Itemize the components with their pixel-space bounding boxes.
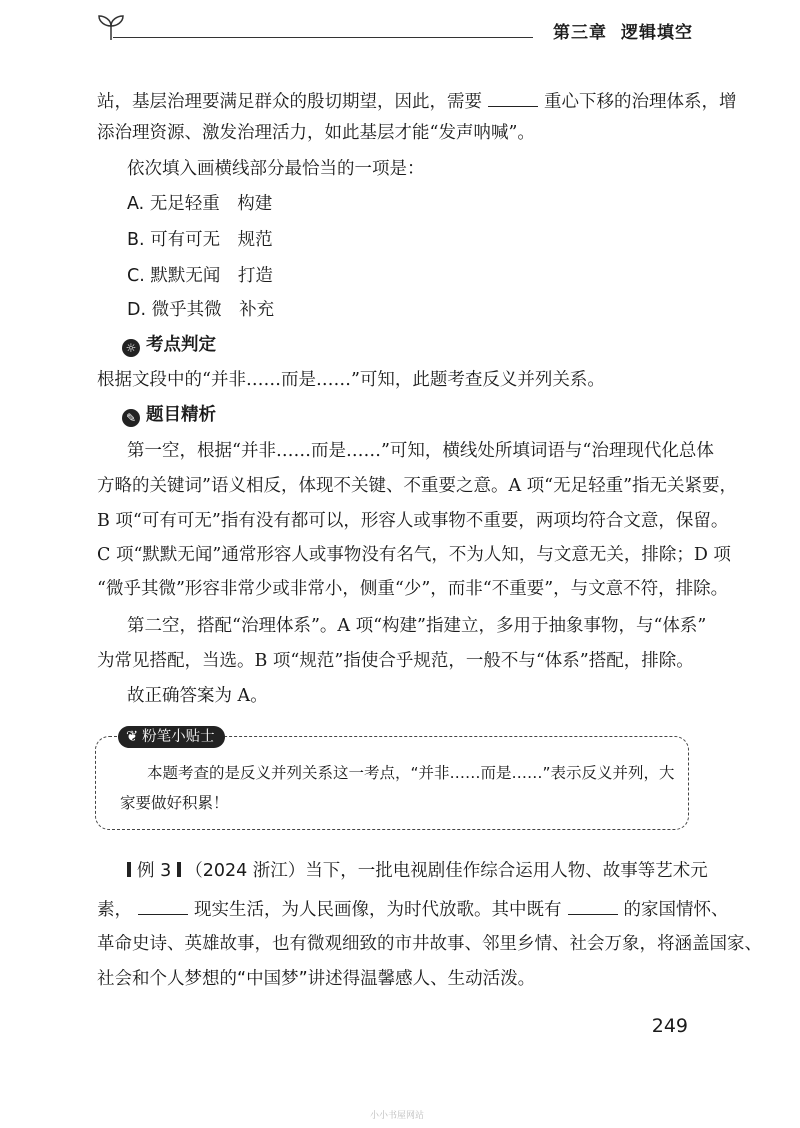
- option-a: [127, 192, 272, 216]
- example-3-line-4: 社会和个人梦想的“中国梦”讲述得温馨感人、生动活泼。: [97, 969, 536, 989]
- answer-line: 故正确答案为 A。: [127, 686, 268, 706]
- option-letter: A.: [127, 194, 145, 214]
- option-letter: C.: [127, 266, 145, 286]
- example-3-line-2: [97, 896, 729, 922]
- chapter-number: 第三章: [553, 23, 607, 43]
- analysis-line: “微乎其微”形容非常少或非常小，侧重“少”，而非“不重要”，与文意不符，排除。: [97, 579, 729, 599]
- option-text: 无足轻重 构建: [149, 194, 273, 214]
- example-3-line-3: 革命史诗、英雄故事，也有微观细致的市井故事、邻里乡情、社会万象，将涵盖国家、: [97, 934, 762, 954]
- example-text: 当下，一批电视剧佳作综合运用人物、故事等艺术元: [305, 861, 708, 881]
- kaodian-text: 根据文段中的“并非……而是……”可知，此题考查反义并列关系。: [97, 370, 605, 390]
- jingxi-heading: [122, 403, 216, 427]
- option-letter: B.: [127, 230, 145, 250]
- analysis-line: 第一空，根据“并非……而是……”可知，横线处所填词语与“治理现代化总体: [127, 441, 714, 461]
- leaf-icon: ❦: [126, 729, 139, 745]
- example-bar-right: [177, 862, 181, 877]
- question-prompt: 依次填入画横线部分最恰当的一项是：: [127, 159, 425, 179]
- option-b: [127, 228, 273, 252]
- option-text: 可有可无 规范: [150, 230, 273, 250]
- analysis-line: 第二空，搭配“治理体系”。A 项“构建”指建立，多用于抽象事物，与“体系”: [127, 616, 707, 636]
- analysis-line: B 项“可有可无”指有没有都可以，形容人或事物不重要，两项均符合文意，保留。: [97, 511, 729, 531]
- example-source: （2024 浙江）: [185, 861, 306, 881]
- example-label: 例 3: [137, 861, 172, 881]
- kaodian-heading: [122, 333, 216, 357]
- example-bar-left: [127, 862, 131, 877]
- chapter-name: 逻辑填空: [621, 23, 693, 43]
- pen-icon: ✎: [122, 409, 140, 427]
- passage-text: 站，基层治理要满足群众的殷切期望，因此，需要: [97, 92, 482, 112]
- option-letter: D.: [127, 300, 147, 320]
- analysis-line: C 项“默默无闻”通常形容人或事物没有名气，不为人知，与文意无关，排除；D 项: [97, 545, 731, 565]
- passage-line-1: [97, 88, 737, 114]
- jingxi-heading-text: 题目精析: [146, 405, 216, 425]
- option-text: 默默无闻 打造: [150, 266, 273, 286]
- option-text: 微乎其微 补充: [151, 300, 275, 320]
- option-c: [127, 264, 273, 288]
- tip-tag-text: 粉笔小贴士: [142, 729, 215, 745]
- header-rule: [113, 37, 533, 38]
- passage-text: 重心下移的治理体系，增: [544, 92, 737, 112]
- option-d: [127, 298, 274, 322]
- tip-text-line-1: 本题考查的是反义并列关系这一考点，“并非……而是……”表示反义并列，大: [147, 764, 675, 782]
- example-3-line-1: [127, 859, 708, 883]
- example-text: 的家国情怀、: [623, 900, 729, 920]
- chapter-title: [553, 18, 693, 43]
- page-number: 249: [651, 1015, 688, 1037]
- tip-tag: [118, 726, 225, 748]
- example-text: 素，: [97, 900, 132, 920]
- tip-text-line-2: 家要做好积累！: [120, 794, 229, 812]
- example-text: 现实生活，为人民画像，为时代放歌。其中既有: [194, 900, 562, 920]
- kaodian-heading-text: 考点判定: [146, 335, 216, 355]
- analysis-line: 为常见搭配，当选。B 项“规范”指使合乎规范，一般不与“体系”搭配，排除。: [97, 651, 694, 671]
- blank-2: [568, 896, 618, 915]
- blank-1: [488, 88, 538, 107]
- analysis-line: 方略的关键词”语义相反，体现不关键、不重要之意。A 项“无足轻重”指无关紧要，: [97, 476, 738, 496]
- passage-line-2: 添治理资源、激发治理活力，如此基层才能“发声呐喊”。: [97, 123, 535, 143]
- page-header: [95, 12, 693, 48]
- blank-1: [138, 896, 188, 915]
- footer-watermark: 小小书屋网站: [370, 1111, 425, 1121]
- sun-icon: ☼: [122, 339, 140, 357]
